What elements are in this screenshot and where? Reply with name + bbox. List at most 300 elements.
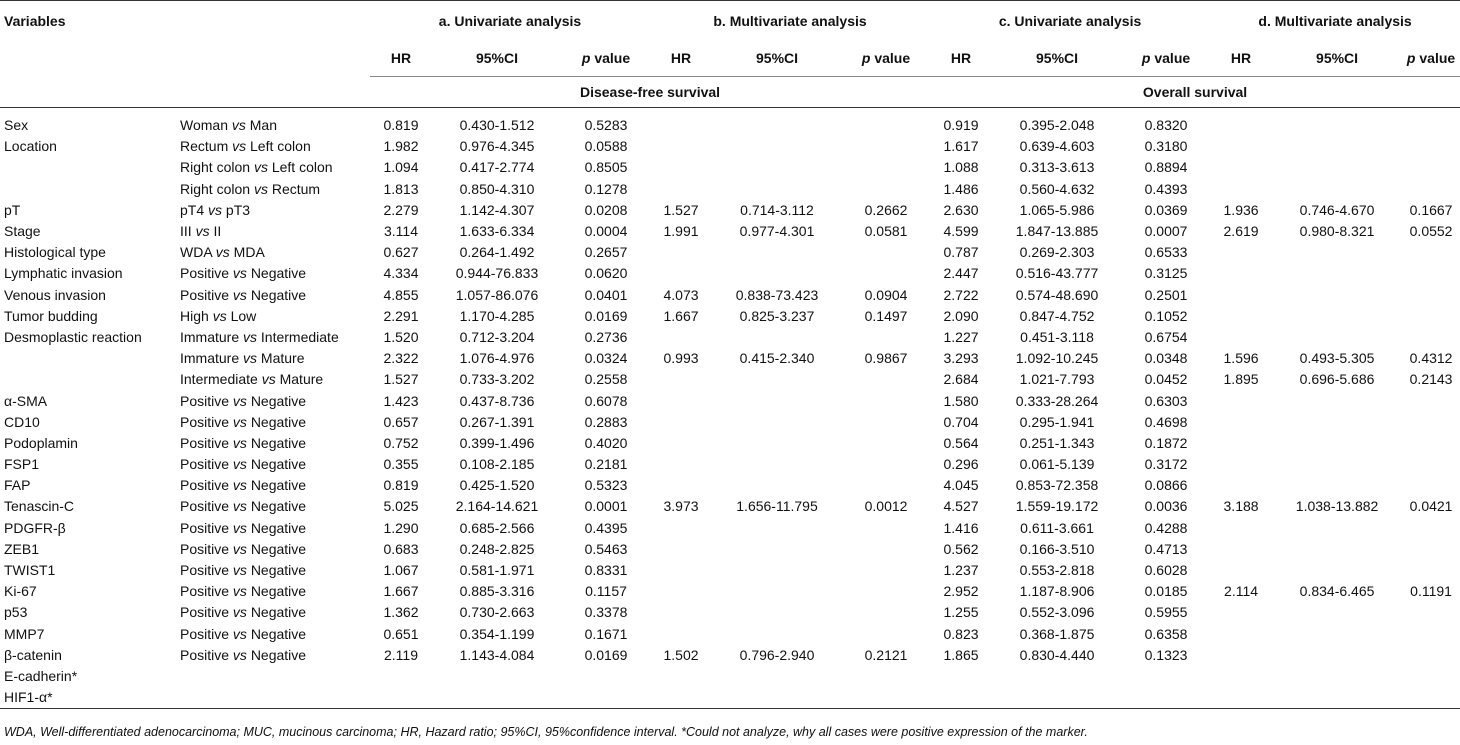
variable-cell: FAP	[4, 477, 31, 494]
ci-cell-d	[1272, 539, 1402, 560]
vs-label: vs	[232, 562, 247, 579]
ci-cell-d	[1272, 518, 1402, 539]
ci-cell-b	[712, 560, 842, 581]
variable-cell: PDGFR-β	[4, 519, 66, 536]
ci-cell-b	[712, 242, 842, 263]
hr-cell-c: 1.416	[943, 519, 979, 536]
hr-cell-a: 1.290	[383, 519, 419, 536]
hr-cell-b	[650, 327, 712, 348]
hr-cell-d: 2.114	[1224, 583, 1259, 600]
reference-group: Negative	[250, 434, 307, 451]
table-row	[0, 539, 1460, 560]
p-cell-b: 0.9867	[864, 350, 908, 367]
variable-cell: FSP1	[4, 456, 40, 473]
p-cell-b	[842, 433, 930, 454]
variable-cell: Ki-67	[4, 583, 37, 600]
reference-group: Negative	[250, 604, 307, 621]
ci-cell-d	[1272, 602, 1402, 623]
table-row	[0, 263, 1460, 284]
ci-cell-c: 0.269-2.303	[1019, 244, 1095, 261]
ci-cell-d: 1.038-13.882	[1295, 498, 1379, 515]
comparison-group: High	[180, 307, 209, 324]
comparison-group: Positive	[180, 413, 230, 430]
vs-label: vs	[232, 625, 247, 642]
p-header-b: p value	[842, 40, 930, 77]
hr-cell-d: 1.895	[1223, 371, 1259, 388]
ci-cell-d	[1272, 475, 1402, 496]
hr-cell-d	[1210, 602, 1272, 623]
p-cell-d: 0.2143	[1409, 371, 1453, 388]
table-row	[0, 433, 1460, 454]
ci-cell-c: 1.559-19.172	[1015, 498, 1099, 515]
comparison-cell	[176, 433, 370, 454]
hr-cell-b	[650, 433, 712, 454]
p-cell-c	[1122, 687, 1210, 709]
hr-cell-b	[650, 475, 712, 496]
ci-cell-c: 0.061-5.139	[1019, 456, 1095, 473]
ci-cell-c	[992, 687, 1122, 709]
hr-cell-b	[650, 454, 712, 475]
hr-cell-d: 1.936	[1223, 201, 1259, 218]
p-cell-b: 0.2121	[864, 646, 908, 663]
variable-cell: Histological type	[4, 244, 106, 261]
ci-cell-d: 0.980-8.321	[1299, 223, 1375, 240]
ci-cell-d	[1272, 433, 1402, 454]
comparison-cell	[176, 242, 370, 263]
p-cell-d	[1402, 560, 1460, 581]
reference-group: Left colon	[271, 159, 333, 176]
p-cell-b	[842, 666, 930, 687]
hr-cell-a: 0.627	[383, 244, 419, 261]
ci-cell-c: 0.830-4.440	[1019, 646, 1095, 663]
hr-cell-c: 1.580	[943, 392, 979, 409]
p-cell-a: 0.0324	[584, 350, 628, 367]
ci-cell-c: 1.021-7.793	[1019, 371, 1095, 388]
p-cell-c: 0.6358	[1144, 625, 1188, 642]
comparison-cell	[176, 369, 370, 390]
p-cell-d: 0.1667	[1409, 201, 1453, 218]
p-cell-a: 0.2181	[584, 456, 628, 473]
ci-cell-a: 0.264-1.492	[459, 244, 535, 261]
hr-cell-c: 2.722	[943, 286, 979, 303]
hr-header-d: HR	[1210, 40, 1272, 77]
table-row	[0, 666, 1460, 687]
p-cell-a	[562, 666, 650, 687]
vs-label: vs	[232, 434, 247, 451]
ci-cell-d	[1272, 179, 1402, 200]
comparison-group: Positive	[180, 562, 230, 579]
ci-cell-d	[1272, 454, 1402, 475]
p-cell-c: 0.1052	[1144, 307, 1188, 324]
hr-cell-b: 1.991	[663, 223, 699, 240]
p-cell-b	[842, 242, 930, 263]
reference-group: Left colon	[250, 138, 311, 155]
p-cell-d: 0.0552	[1409, 223, 1453, 240]
ci-cell-c: 0.639-4.603	[1019, 138, 1095, 155]
ci-header-a: 95%CI	[432, 40, 562, 77]
ci-cell-d	[1272, 687, 1402, 709]
footnote: WDA, Well-differentiated adenocarcinoma; MUC, mucinous carcinoma; HR, Hazard ratio; 95%CI, 95%confidence interval. *Could not analyze, why all cases were positive expression of the marker.	[0, 709, 1460, 745]
p-cell-b	[842, 518, 930, 539]
hr-cell-a: 0.819	[383, 477, 419, 494]
hr-cell-a: 1.423	[383, 392, 419, 409]
ci-cell-b	[712, 518, 842, 539]
vs-label: vs	[232, 456, 247, 473]
hr-cell-b	[650, 518, 712, 539]
ci-cell-b	[712, 602, 842, 623]
hr-cell-d	[1210, 179, 1272, 200]
comparison-cell	[176, 518, 370, 539]
variable-cell: E-cadherin*	[4, 667, 78, 684]
comparison-cell	[176, 645, 370, 666]
ci-cell-a: 0.733-3.202	[459, 371, 535, 388]
p-header-c: p value	[1122, 40, 1210, 77]
hr-cell-c: 1.255	[943, 604, 979, 621]
hr-cell-d	[1210, 390, 1272, 411]
comparison-cell	[176, 263, 370, 284]
comparison-group: Rectum	[180, 138, 229, 155]
p-cell-b	[842, 412, 930, 433]
variable-cell	[0, 369, 176, 390]
ci-cell-c: 0.395-2.048	[1019, 117, 1095, 134]
table-row	[0, 560, 1460, 581]
ci-cell-d	[1272, 645, 1402, 666]
hr-cell-a: 4.855	[383, 286, 419, 303]
comparison-group: Immature	[180, 328, 240, 345]
p-cell-b	[842, 454, 930, 475]
table-row	[0, 369, 1460, 390]
table-row	[0, 327, 1460, 348]
comparison-group: Positive	[180, 540, 230, 557]
vs-label: vs	[232, 604, 247, 621]
ci-cell-d	[1272, 624, 1402, 645]
ci-cell-b	[712, 475, 842, 496]
ci-cell-a	[432, 666, 562, 687]
hr-header-b: HR	[650, 40, 712, 77]
hr-cell-b	[650, 412, 712, 433]
hr-cell-b	[650, 666, 712, 687]
hr-cell-a: 4.334	[383, 265, 419, 282]
p-cell-c: 0.6754	[1144, 328, 1188, 345]
p-cell-c: 0.5955	[1144, 604, 1188, 621]
ci-cell-a: 0.581-1.971	[459, 562, 535, 579]
table-row	[0, 581, 1460, 602]
hr-cell-c: 1.486	[943, 180, 979, 197]
ci-cell-b: 0.714-3.112	[740, 201, 814, 218]
reference-group: Negative	[250, 456, 307, 473]
p-cell-d	[1402, 179, 1460, 200]
ci-cell-b	[712, 263, 842, 284]
p-cell-c: 0.4393	[1144, 180, 1188, 197]
variable-cell	[0, 348, 176, 369]
p-cell-c: 0.8320	[1144, 117, 1188, 134]
hr-cell-d	[1210, 518, 1272, 539]
comparison-group: Positive	[180, 625, 230, 642]
comparison-group: Positive	[180, 265, 230, 282]
variable-cell: p53	[4, 604, 28, 621]
ci-cell-b	[712, 624, 842, 645]
ci-cell-c: 0.251-1.343	[1019, 434, 1095, 451]
variable-cell: α-SMA	[4, 392, 48, 409]
p-cell-a: 0.4395	[584, 519, 628, 536]
ci-header-b: 95%CI	[712, 40, 842, 77]
hr-cell-b	[650, 108, 712, 137]
ci-cell-c: 1.847-13.885	[1015, 223, 1099, 240]
ci-cell-a: 0.354-1.199	[459, 625, 535, 642]
ci-cell-c: 0.847-4.752	[1019, 307, 1095, 324]
hr-cell-a: 0.651	[383, 625, 419, 642]
p-cell-a: 0.2736	[584, 328, 628, 345]
ci-cell-b	[712, 454, 842, 475]
ci-cell-a: 2.164-14.621	[455, 498, 539, 515]
ci-cell-b	[712, 412, 842, 433]
ci-cell-c: 1.187-8.906	[1019, 583, 1095, 600]
p-cell-c: 0.3172	[1144, 456, 1188, 473]
reference-group: Negative	[250, 413, 307, 430]
variable-cell: HIF1-α*	[4, 689, 53, 706]
hr-cell-a	[370, 687, 432, 709]
vs-label: vs	[212, 307, 227, 324]
ci-cell-a: 1.143-4.084	[459, 646, 535, 663]
table-row	[0, 496, 1460, 517]
ci-cell-a: 1.057-86.076	[455, 286, 539, 303]
table-row	[0, 390, 1460, 411]
ci-cell-a: 0.108-2.185	[459, 456, 535, 473]
hr-cell-b	[650, 624, 712, 645]
ci-cell-a: 1.170-4.285	[459, 307, 535, 324]
p-cell-a: 0.0208	[584, 201, 628, 218]
hr-cell-c: 4.045	[943, 477, 979, 494]
hr-cell-d	[1210, 560, 1272, 581]
ci-cell-c: 0.560-4.632	[1019, 180, 1095, 197]
comparison-group: Right colon	[180, 159, 251, 176]
hr-cell-b	[650, 687, 712, 709]
reference-group: Man	[249, 117, 277, 134]
table-row	[0, 602, 1460, 623]
hr-cell-d	[1210, 454, 1272, 475]
p-cell-c: 0.0036	[1144, 498, 1188, 515]
comparison-cell	[176, 602, 370, 623]
hr-cell-b	[650, 602, 712, 623]
p-cell-b	[842, 475, 930, 496]
p-cell-a: 0.0001	[584, 498, 628, 515]
hr-cell-c: 4.599	[943, 223, 979, 240]
ci-cell-b: 0.825-3.237	[739, 307, 815, 324]
hr-cell-d	[1210, 645, 1272, 666]
comparison-group: Positive	[180, 286, 230, 303]
hr-cell-b: 1.527	[663, 201, 699, 218]
comparison-cell	[176, 475, 370, 496]
p-cell-c: 0.0185	[1144, 583, 1188, 600]
ci-cell-a: 0.430-1.512	[459, 117, 535, 134]
p-cell-a: 0.6078	[584, 392, 628, 409]
ci-header-d: 95%CI	[1272, 40, 1402, 77]
variable-cell: Tenascin-C	[4, 498, 75, 515]
p-cell-b	[842, 369, 930, 390]
p-cell-d: 0.0421	[1409, 498, 1453, 515]
p-cell-a: 0.2657	[584, 244, 628, 261]
variable-cell: MMP7	[4, 625, 45, 642]
comparison-cell	[176, 306, 370, 327]
comparison-cell	[176, 390, 370, 411]
hr-cell-b	[650, 539, 712, 560]
hr-cell-d	[1210, 327, 1272, 348]
reference-group: pT3	[225, 201, 251, 218]
ci-cell-d	[1272, 285, 1402, 306]
p-cell-c: 0.6533	[1144, 244, 1188, 261]
reference-group: Low	[230, 307, 257, 324]
vs-label: vs	[232, 477, 247, 494]
ci-cell-a: 0.944-76.833	[455, 265, 539, 282]
ci-cell-a: 0.885-3.316	[459, 583, 535, 600]
p-cell-d	[1402, 285, 1460, 306]
p-cell-c: 0.3125	[1144, 265, 1188, 282]
p-cell-a	[562, 687, 650, 709]
ci-cell-c	[992, 666, 1122, 687]
ci-cell-a: 0.267-1.391	[459, 413, 535, 430]
variable-cell: Location	[4, 138, 57, 155]
p-cell-b	[842, 539, 930, 560]
hr-cell-a: 1.667	[383, 583, 419, 600]
p-cell-c: 0.0348	[1144, 350, 1188, 367]
p-cell-d	[1402, 539, 1460, 560]
hr-cell-a: 2.279	[383, 201, 419, 218]
p-cell-a: 0.2883	[584, 413, 628, 430]
hr-cell-b	[650, 581, 712, 602]
p-cell-c: 0.8894	[1144, 159, 1188, 176]
ci-cell-c: 0.368-1.875	[1019, 625, 1095, 642]
hr-cell-b: 0.993	[663, 350, 699, 367]
vs-label: vs	[208, 201, 223, 218]
p-cell-a: 0.0588	[584, 138, 628, 155]
variable-cell: Podoplamin	[4, 434, 78, 451]
p-cell-a: 0.5323	[584, 477, 628, 494]
hr-cell-a: 0.819	[383, 117, 419, 134]
reference-group: Negative	[250, 562, 307, 579]
ci-cell-d	[1272, 108, 1402, 137]
ci-cell-b	[712, 157, 842, 178]
p-cell-a: 0.0620	[584, 265, 628, 282]
vs-label: vs	[253, 159, 268, 176]
comparison-group: Positive	[180, 477, 230, 494]
ci-cell-d	[1272, 412, 1402, 433]
comparison-cell	[176, 157, 370, 178]
reference-group: Intermediate	[260, 328, 339, 345]
comparison-group: Positive	[180, 583, 230, 600]
p-cell-a: 0.1157	[585, 583, 627, 600]
hr-cell-b	[650, 136, 712, 157]
hr-cell-a: 1.520	[383, 328, 419, 345]
hr-cell-a	[370, 666, 432, 687]
vs-label: vs	[232, 286, 247, 303]
ci-cell-d	[1272, 390, 1402, 411]
reference-group: MDA	[233, 244, 265, 261]
reference-group: Negative	[250, 519, 307, 536]
hr-cell-d	[1210, 433, 1272, 454]
reference-group: Negative	[250, 625, 307, 642]
hr-cell-b: 1.667	[663, 307, 699, 324]
p-cell-d	[1402, 157, 1460, 178]
hr-cell-d	[1210, 108, 1272, 137]
ci-cell-b	[712, 539, 842, 560]
hr-cell-a: 3.114	[384, 223, 418, 240]
p-cell-b	[842, 581, 930, 602]
hr-cell-d	[1210, 136, 1272, 157]
ci-cell-b	[712, 136, 842, 157]
hr-cell-a: 1.362	[383, 604, 419, 621]
hr-cell-b	[650, 390, 712, 411]
hr-cell-a: 0.355	[383, 456, 419, 473]
p-cell-d	[1402, 602, 1460, 623]
ci-cell-a: 0.417-2.774	[459, 159, 535, 176]
vs-label: vs	[261, 371, 276, 388]
hr-cell-b	[650, 157, 712, 178]
vs-label: vs	[232, 138, 247, 155]
reference-group: Negative	[250, 646, 307, 663]
ci-cell-d	[1272, 560, 1402, 581]
table-row	[0, 136, 1460, 157]
hr-cell-a: 5.025	[383, 498, 419, 515]
comparison-group: WDA	[180, 244, 212, 261]
ci-cell-b: 0.838-73.423	[735, 286, 819, 303]
comparison-group: Immature	[180, 350, 240, 367]
p-cell-d	[1402, 666, 1460, 687]
table-row	[0, 645, 1460, 666]
p-cell-c: 0.1323	[1144, 646, 1188, 663]
hr-cell-c: 1.227	[943, 328, 979, 345]
p-cell-b	[842, 560, 930, 581]
p-cell-a: 0.5283	[584, 117, 628, 134]
ci-cell-d	[1272, 306, 1402, 327]
reference-group: Negative	[250, 477, 307, 494]
ci-header-c: 95%CI	[992, 40, 1122, 77]
comparison-cell	[176, 454, 370, 475]
variable-cell: Stage	[4, 223, 41, 240]
hr-cell-d	[1210, 157, 1272, 178]
comparison-group: pT4	[180, 201, 205, 218]
variable-cell: pT	[4, 201, 21, 218]
hr-cell-c: 0.704	[943, 413, 979, 430]
variable-cell	[0, 179, 176, 200]
vs-label: vs	[232, 540, 247, 557]
ci-cell-a: 0.730-2.663	[459, 604, 535, 621]
hr-cell-a: 1.527	[383, 371, 419, 388]
hr-cell-b	[650, 560, 712, 581]
p-cell-d	[1402, 624, 1460, 645]
hr-cell-c: 0.564	[943, 434, 979, 451]
p-cell-d	[1402, 327, 1460, 348]
comparison-cell	[176, 581, 370, 602]
ci-cell-c: 0.516-43.777	[1015, 265, 1099, 282]
hr-cell-b: 1.502	[663, 646, 699, 663]
table-row	[0, 412, 1460, 433]
hr-cell-c	[930, 687, 992, 709]
p-cell-b	[842, 136, 930, 157]
table-row	[0, 518, 1460, 539]
hr-cell-d	[1210, 687, 1272, 709]
ci-cell-b: 0.977-4.301	[739, 223, 815, 240]
p-cell-b	[842, 327, 930, 348]
p-cell-a: 0.2558	[584, 371, 628, 388]
hr-cell-c: 1.865	[943, 646, 979, 663]
hr-cell-b	[650, 242, 712, 263]
variable-cell: TWIST1	[4, 562, 56, 579]
hr-cell-a: 1.982	[383, 138, 419, 155]
hr-cell-c: 2.952	[943, 583, 979, 600]
hr-cell-c: 1.617	[943, 138, 979, 155]
dfs-header: Disease-free survival	[579, 84, 721, 100]
table-row	[0, 624, 1460, 645]
